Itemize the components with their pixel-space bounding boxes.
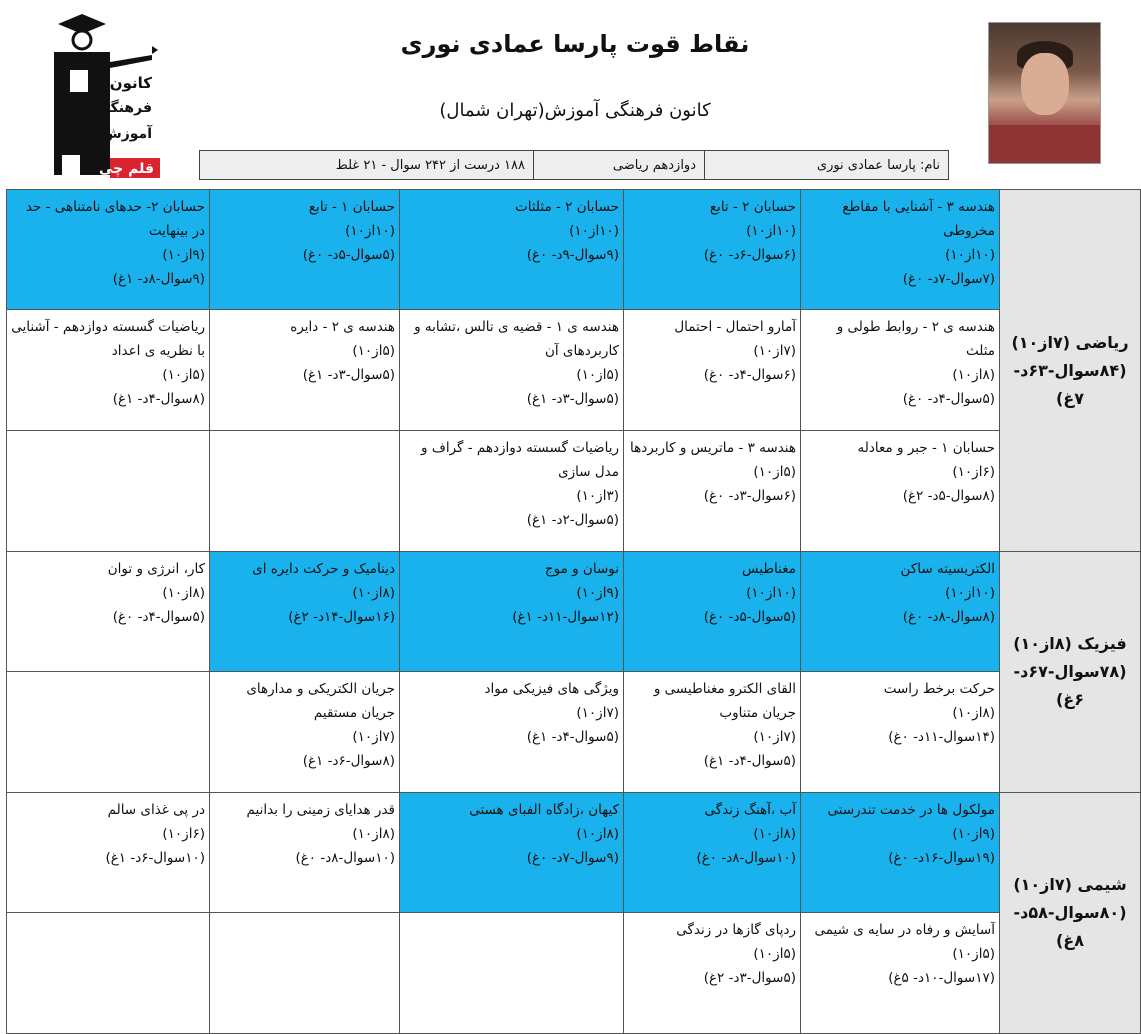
topic-title: حسابان ۱ - تابع [308,199,395,215]
topic-cell [210,793,400,913]
topic-title: کیهان ،زادگاه الفبای هستی [469,802,619,818]
topic-score: (۳از۱۰) [576,488,619,504]
topic-title: ریاضیات گسسته دوازدهم - آشنایی با نظریه ی اعداد [11,319,205,359]
logo-line-3: آموزش [102,126,152,142]
topic-detail: (۸سوال-۸د- ۰غ) [902,609,995,625]
topic-detail: (۷سوال-۷د- ۰غ) [902,271,995,287]
student-info-bar [199,150,949,180]
topic-title: ویژگی های فیزیکی مواد [484,681,619,697]
topic-detail: (۵سوال-۴د- ۰غ) [112,609,205,625]
topic-title: در پی غذای سالم [107,802,205,818]
topic-detail: (۵سوال-۳د- ۲غ) [703,970,796,986]
topic-detail: (۸سوال-۴د- ۱غ) [112,391,205,407]
topic-score: (۵از۱۰) [352,343,395,359]
page-title: نقاط قوت پارسا عمادی نوری [400,30,750,58]
student-name: نام: پارسا عمادی نوری [705,151,949,180]
topic-score: (۱۰از۱۰) [569,223,619,239]
kanoon-logo [40,10,170,180]
topic-detail: (۸سوال-۵د- ۲غ) [902,488,995,504]
topic-cell [7,310,210,431]
topic-score: (۵از۱۰) [753,946,796,962]
topic-score: (۱۰از۱۰) [345,223,395,239]
topic-detail: (۵سوال-۳د- ۱غ) [526,391,619,407]
topic-cell [801,793,1000,913]
topic-cell [400,310,624,431]
topic-score: (۷از۱۰) [576,705,619,721]
subject-row [7,431,1141,552]
topic-title: الکتریسیته ساکن [900,561,995,577]
topic-detail: (۵سوال-۴د- ۱غ) [526,729,619,745]
topic-detail: (۱۶سوال-۱۴د- ۲غ) [288,609,395,625]
topic-detail: (۱۴سوال-۱۱د- ۰غ) [888,729,995,745]
subject-row [7,913,1141,1034]
subject-row [7,552,1141,672]
report-header [0,0,1141,190]
subject-row [7,190,1141,310]
topic-detail: (۱۹سوال-۱۶د- ۰غ) [888,850,995,866]
topic-detail: (۵سوال-۵د- ۰غ) [302,247,395,263]
topic-cell [7,431,210,552]
topic-score: (۸از۱۰) [952,367,995,383]
student-photo [988,22,1101,164]
topic-detail: (۱۷سوال-۱۰د- ۵غ) [888,970,995,986]
topic-detail: (۱۰سوال-۶د- ۱غ) [105,850,205,866]
topic-title: دینامیک و حرکت دایره ای [252,561,395,577]
topic-cell [210,431,400,552]
topic-score: (۹از۱۰) [952,826,995,842]
topic-title: قدر هدایای زمینی را بدانیم [246,802,395,818]
topic-title: ردپای گازها در زندگی [676,922,796,938]
topic-title: هندسه ی ۱ - قضیه ی تالس ،تشابه و کاربردهای آن [414,319,619,359]
topic-cell [624,913,801,1034]
topic-detail: (۵سوال-۳د- ۱غ) [302,367,395,383]
topic-cell [624,552,801,672]
topic-detail: (۵سوال-۴د- ۱غ) [703,753,796,769]
topic-title: هندسه ی ۲ - روابط طولی و مثلث [836,319,995,359]
topic-score: (۸از۱۰) [753,826,796,842]
topic-cell [400,431,624,552]
topic-detail: (۶سوال-۶د- ۰غ) [703,247,796,263]
topic-cell [801,672,1000,793]
topic-cell [624,793,801,913]
topic-detail: (۹سوال-۷د- ۰غ) [526,850,619,866]
topic-title: حسابان ۲ - تابع [709,199,796,215]
topic-title: هندسه ی ۲ - دایره [290,319,395,335]
topic-cell [210,552,400,672]
topic-title: هندسه ۳ - آشنایی با مقاطع مخروطی [842,199,995,239]
topic-score: (۸از۱۰) [352,826,395,842]
topic-cell [801,431,1000,552]
topic-score: (۵از۱۰) [753,464,796,480]
topic-score: (۵از۱۰) [576,367,619,383]
topic-cell [400,190,624,310]
topic-cell [210,190,400,310]
topic-cell [210,672,400,793]
topic-title: ریاضیات گسسته دوازدهم - گراف و مدل سازی [421,440,619,480]
topic-score: (۶از۱۰) [162,826,205,842]
topic-cell [624,431,801,552]
topic-cell [801,310,1000,431]
topic-score: (۸از۱۰) [352,585,395,601]
topic-detail: (۵سوال-۲د- ۱غ) [526,512,619,528]
topic-cell [7,913,210,1034]
topic-detail: (۸سوال-۶د- ۱غ) [302,753,395,769]
topic-title: مغناطیس [742,561,796,577]
topic-title: کار، انرژی و توان [107,561,205,577]
subject-row [7,672,1141,793]
topic-detail: (۵سوال-۵د- ۰غ) [703,609,796,625]
topic-score: (۷از۱۰) [753,343,796,359]
logo-line-2: فرهنگی [96,100,152,116]
logo-line-1: کانون [109,74,152,92]
topic-cell [624,672,801,793]
topic-score: (۷از۱۰) [352,729,395,745]
topic-score: (۱۰از۱۰) [945,247,995,263]
topic-title: حسابان ۱ - جبر و معادله [857,440,995,456]
topic-title: جریان الکتریکی و مدارهای جریان مستقیم [246,681,395,721]
student-grade: دوازدهم ریاضی [534,151,705,180]
topic-title: آسایش و رفاه در سایه ی شیمی [814,922,995,938]
subject-label: فیزیک (۸از۱۰) (۷۸سوال-۶۷د- ۶غ) [1000,552,1141,793]
topic-score: (۵از۱۰) [162,367,205,383]
logo-line-4: قلم چی [99,161,154,177]
topic-cell [210,913,400,1034]
topic-cell [7,672,210,793]
topic-cell [801,913,1000,1034]
topic-detail: (۹سوال-۸د- ۱غ) [112,271,205,287]
topic-cell [801,190,1000,310]
topic-cell [7,793,210,913]
topic-title: حسابان ۲ - مثلثات [515,199,619,215]
topic-score: (۶از۱۰) [952,464,995,480]
topic-score: (۸از۱۰) [952,705,995,721]
topic-title: هندسه ۳ - ماتریس و کاربردها [630,440,796,456]
topic-score: (۱۰از۱۰) [746,223,796,239]
topic-cell [400,793,624,913]
topic-title: آب ،آهنگ زندگی [704,802,796,818]
topic-score: (۷از۱۰) [753,729,796,745]
topic-score: (۵از۱۰) [952,946,995,962]
topic-detail: (۶سوال-۳د- ۰غ) [703,488,796,504]
subject-row [7,310,1141,431]
exam-result: ۱۸۸ درست از ۲۴۲ سوال - ۲۱ غلط [200,151,534,180]
topic-score: (۹از۱۰) [162,247,205,263]
topic-cell [400,552,624,672]
topic-cell [624,190,801,310]
topic-cell [400,913,624,1034]
subject-row [7,793,1141,913]
topic-cell [7,552,210,672]
topic-cell [801,552,1000,672]
topic-title: آمارو احتمال - احتمال [674,319,796,335]
topic-title: مولکول ها در خدمت تندرستی [827,802,995,818]
topic-cell [624,310,801,431]
topic-score: (۹از۱۰) [576,585,619,601]
topic-title: نوسان و موج [544,561,619,577]
subject-label: ریاضی (۷از۱۰) (۸۴سوال-۶۳د- ۷غ) [1000,190,1141,552]
page-subtitle: کانون فرهنگی آموزش(تهران شمال) [439,100,711,121]
topic-title: القای الکترو مغناطیسی و جریان متناوب [653,681,796,721]
topic-detail: (۱۲سوال-۱۱د- ۱غ) [512,609,619,625]
topic-detail: (۶سوال-۴د- ۰غ) [703,367,796,383]
topic-score: (۸از۱۰) [162,585,205,601]
topic-score: (۸از۱۰) [576,826,619,842]
topic-cell [7,190,210,310]
topic-cell [400,672,624,793]
topic-score: (۱۰از۱۰) [945,585,995,601]
topic-detail: (۱۰سوال-۸د- ۰غ) [696,850,796,866]
topic-score: (۱۰از۱۰) [746,585,796,601]
subject-label: شیمی (۷از۱۰) (۸۰سوال-۵۸د- ۸غ) [1000,793,1141,1034]
topic-detail: (۵سوال-۴د- ۰غ) [902,391,995,407]
topic-title: حسابان ۲- حدهای نامتناهی - حد در بینهایت [25,199,205,239]
topic-detail: (۱۰سوال-۸د- ۰غ) [295,850,395,866]
strengths-table [6,189,1141,1034]
topic-detail: (۹سوال-۹د- ۰غ) [526,247,619,263]
topic-title: حرکت برخط راست [883,681,995,697]
topic-cell [210,310,400,431]
